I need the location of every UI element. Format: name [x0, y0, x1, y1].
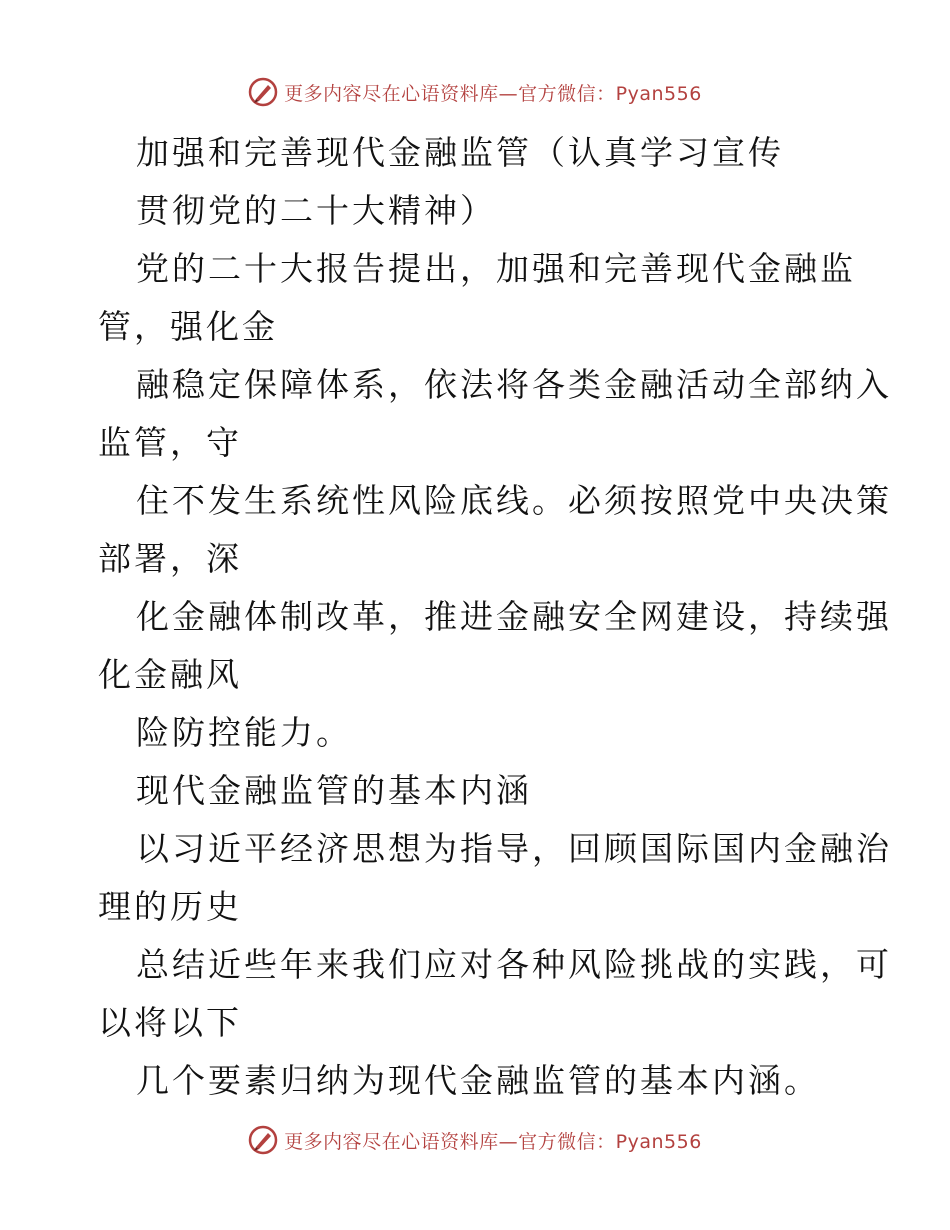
paragraph-line: 几个要素归纳为现代金融监管的基本内涵。	[136, 1061, 820, 1100]
section-heading: 现代金融监管的基本内涵	[136, 771, 532, 810]
pen-logo-icon	[248, 1125, 278, 1155]
paragraph-line: 总结近些年来我们应对各种风险挑战的实践，可	[136, 945, 892, 984]
paragraph-line: 部署，深	[98, 539, 242, 578]
footer-banner	[0, 1120, 950, 1160]
header-banner	[0, 72, 950, 112]
paragraph-line: 险防控能力。	[136, 713, 352, 752]
paragraph-line: 党的二十大报告提出，加强和完善现代金融监	[136, 249, 856, 288]
pen-logo-icon	[248, 77, 278, 107]
paragraph-line: 以将以下	[98, 1003, 242, 1042]
document-body	[98, 124, 892, 1110]
paragraph-line: 以习近平经济思想为指导，回顾国际国内金融治	[136, 829, 892, 868]
paragraph-line: 融稳定保障体系，依法将各类金融活动全部纳入	[136, 365, 892, 404]
paragraph-line: 监管，守	[98, 423, 242, 462]
paragraph-line: 理的历史	[98, 887, 242, 926]
paragraph-line: 化金融体制改革，推进金融安全网建设，持续强	[136, 597, 892, 636]
paragraph-line: 住不发生系统性风险底线。必须按照党中央决策	[136, 481, 892, 520]
header-banner-text: 更多内容尽在心语资料库—官方微信：Pyan556	[284, 82, 702, 105]
footer-banner-text: 更多内容尽在心语资料库—官方微信：Pyan556	[284, 1130, 702, 1153]
title-line-2: 贯彻党的二十大精神）	[136, 191, 496, 230]
title-line-1: 加强和完善现代金融监管（认真学习宣传	[136, 133, 784, 172]
paragraph-line: 管，强化金	[98, 307, 278, 346]
paragraph-line: 化金融风	[98, 655, 242, 694]
